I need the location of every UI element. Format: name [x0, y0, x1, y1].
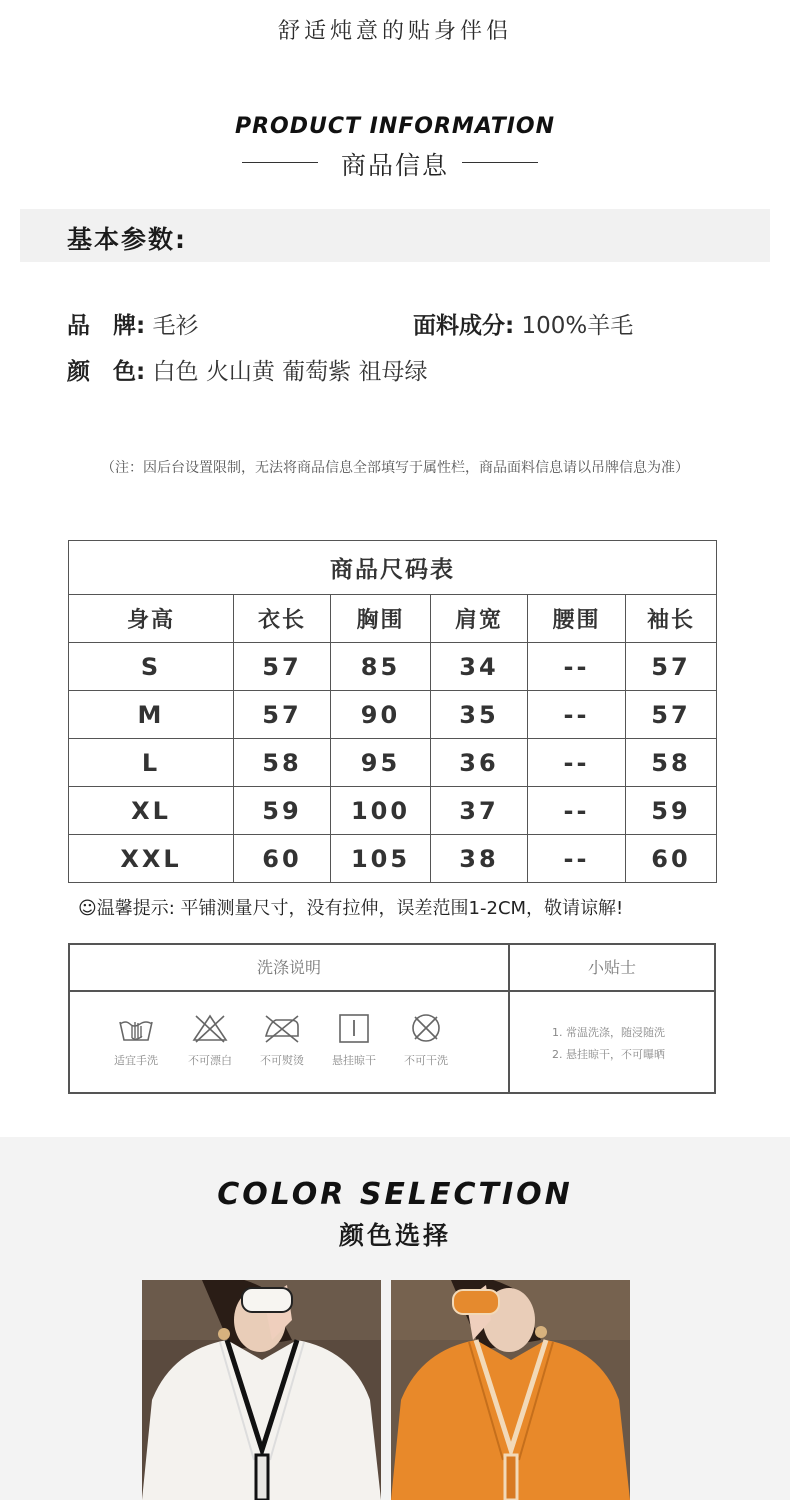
care-box [68, 943, 716, 1094]
hand-wash [106, 1012, 166, 1068]
table-row [69, 787, 717, 835]
care-instructions-header: 洗涤说明 [70, 945, 510, 992]
fabric-label: 面料成分: [413, 313, 515, 339]
cell: 60 [626, 835, 717, 883]
color-row [67, 353, 427, 386]
no-iron-label: 不可熨烫 [260, 1054, 304, 1067]
cell: 105 [331, 835, 431, 883]
cell: 57 [626, 643, 717, 691]
no-dry-clean-label: 不可干洗 [404, 1054, 448, 1067]
cell: M [69, 691, 234, 739]
brand-value: 毛衫 [152, 313, 199, 339]
table-row [69, 691, 717, 739]
cell: 90 [331, 691, 431, 739]
cell: XL [69, 787, 234, 835]
cell: 100 [331, 787, 431, 835]
cell: 35 [431, 691, 528, 739]
fabric-value: 100%羊毛 [521, 313, 634, 339]
cell: 57 [234, 691, 331, 739]
cell: 85 [331, 643, 431, 691]
size-table-caption: 商品尺码表 [69, 541, 717, 595]
no-iron-icon [262, 1012, 302, 1044]
size-table [68, 540, 717, 883]
cell: -- [528, 835, 626, 883]
size-table-header [69, 595, 717, 643]
brand-label: 品 牌: [67, 313, 146, 339]
tips-panel [510, 992, 714, 1092]
title-divider-right [462, 162, 538, 163]
basic-params-label: 基本参数: [67, 225, 187, 254]
tip-item: 1. 常温洗涤，随浸随洗 [552, 1026, 665, 1039]
white-cardigan-photo [142, 1280, 381, 1500]
header-height: 身高 [69, 595, 234, 643]
table-row [69, 739, 717, 787]
hang-dry [324, 1012, 384, 1068]
header-shoulder: 肩宽 [431, 595, 528, 643]
hand-wash-label: 适宜手洗 [114, 1054, 158, 1067]
no-bleach-label: 不可漂白 [188, 1054, 232, 1067]
table-row [69, 835, 717, 883]
cell: S [69, 643, 234, 691]
cell: 58 [626, 739, 717, 787]
color-selection-title-cn: 颜色选择 [338, 1221, 451, 1250]
header-waist: 腰围 [528, 595, 626, 643]
note: （注：因后台设置限制，无法将商品信息全部填写于属性栏，商品面料信息请以吊牌信息为准） [101, 460, 689, 476]
tip-item: 2. 悬挂晾干，不可曝晒 [552, 1048, 665, 1061]
color-value: 白色 火山黄 葡萄紫 祖母绿 [152, 359, 428, 385]
fabric-row [413, 307, 633, 340]
cell: 59 [234, 787, 331, 835]
cell: 57 [234, 643, 331, 691]
no-iron [252, 1012, 312, 1068]
measurement-tip: ☺温馨提示: 平铺测量尺寸，没有拉伸，误差范围1-2CM，敬请谅解! [78, 898, 624, 919]
care-icons-panel [70, 992, 510, 1092]
tagline: 舒适炖意的贴身伴侣 [277, 19, 512, 44]
no-dry-clean [396, 1012, 456, 1068]
product-info-title-en: PRODUCT INFORMATION [234, 114, 556, 139]
cell: -- [528, 787, 626, 835]
hang-dry-label: 悬挂晾干 [332, 1054, 376, 1067]
cell: -- [528, 691, 626, 739]
header-chest: 胸围 [331, 595, 431, 643]
cell: L [69, 739, 234, 787]
table-row [69, 643, 717, 691]
cell: 95 [331, 739, 431, 787]
brand-row [67, 307, 199, 340]
cell: 57 [626, 691, 717, 739]
no-bleach-icon [190, 1012, 230, 1044]
no-bleach [180, 1012, 240, 1068]
orange-cardigan-photo [391, 1280, 630, 1500]
cell: -- [528, 643, 626, 691]
cell: 60 [234, 835, 331, 883]
cell: XXL [69, 835, 234, 883]
tips-header: 小贴士 [510, 945, 714, 992]
cell: 36 [431, 739, 528, 787]
product-info-title-cn: 商品信息 [340, 151, 449, 180]
hang-dry-icon [334, 1012, 374, 1044]
header-length: 衣长 [234, 595, 331, 643]
cell: 58 [234, 739, 331, 787]
header-sleeve: 袖长 [626, 595, 717, 643]
color-label: 颜 色: [67, 359, 146, 385]
cell: 59 [626, 787, 717, 835]
cell: 34 [431, 643, 528, 691]
cell: 38 [431, 835, 528, 883]
no-dry-clean-icon [406, 1012, 446, 1044]
cell: -- [528, 739, 626, 787]
color-selection-title-en: COLOR SELECTION [217, 1177, 573, 1212]
cell: 37 [431, 787, 528, 835]
hand-wash-icon [116, 1012, 156, 1044]
